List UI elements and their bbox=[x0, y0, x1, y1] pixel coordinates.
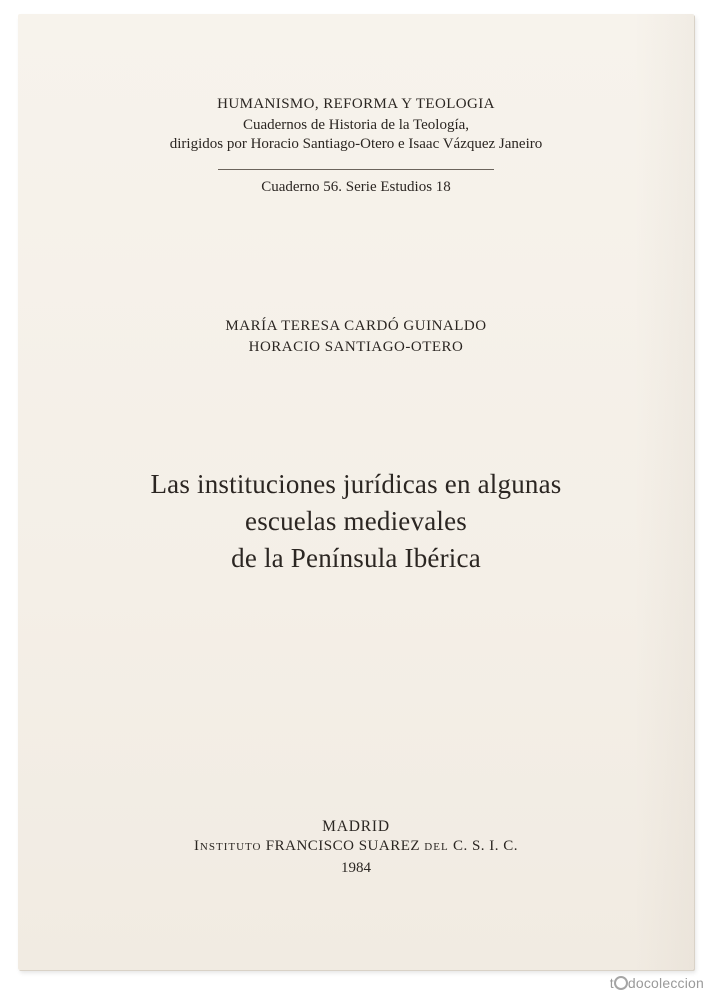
publisher-del: del bbox=[424, 838, 449, 854]
book-title-line-1: Las instituciones jurídicas en algunas bbox=[150, 469, 562, 499]
series-subtitle: Cuadernos de Historia de la Teología, bbox=[242, 117, 470, 133]
book-title-line-2: escuelas medievales bbox=[245, 506, 467, 536]
imprint-city: MADRID bbox=[322, 818, 390, 835]
publisher-prefix: Instituto bbox=[193, 838, 262, 854]
watermark-text-end: docoleccion bbox=[627, 975, 704, 991]
watermark-ring-icon bbox=[614, 976, 628, 990]
book-cover bbox=[18, 14, 694, 970]
divider-rule bbox=[218, 169, 494, 170]
imprint-year: 1984 bbox=[341, 860, 371, 876]
watermark bbox=[610, 975, 704, 991]
book-title-line-3: de la Península Ibérica bbox=[231, 543, 481, 573]
publisher-suffix: C. S. I. C. bbox=[452, 838, 519, 854]
book-title bbox=[18, 466, 694, 577]
series-issue: Cuaderno 56. Serie Estudios 18 bbox=[261, 179, 451, 195]
author-1: MARÍA TERESA CARDÓ GUINALDO bbox=[225, 318, 487, 334]
publisher-name: FRANCISCO SUAREZ bbox=[265, 838, 421, 854]
series-directors: dirigidos por Horacio Santiago-Otero e Isaac Vázquez Janeiro bbox=[169, 136, 543, 152]
author-2: HORACIO SANTIAGO-OTERO bbox=[248, 339, 464, 355]
series-title: HUMANISMO, REFORMA Y TEOLOGIA bbox=[217, 96, 495, 112]
imprint-publisher bbox=[18, 838, 694, 855]
watermark-text-start: t bbox=[609, 975, 614, 991]
